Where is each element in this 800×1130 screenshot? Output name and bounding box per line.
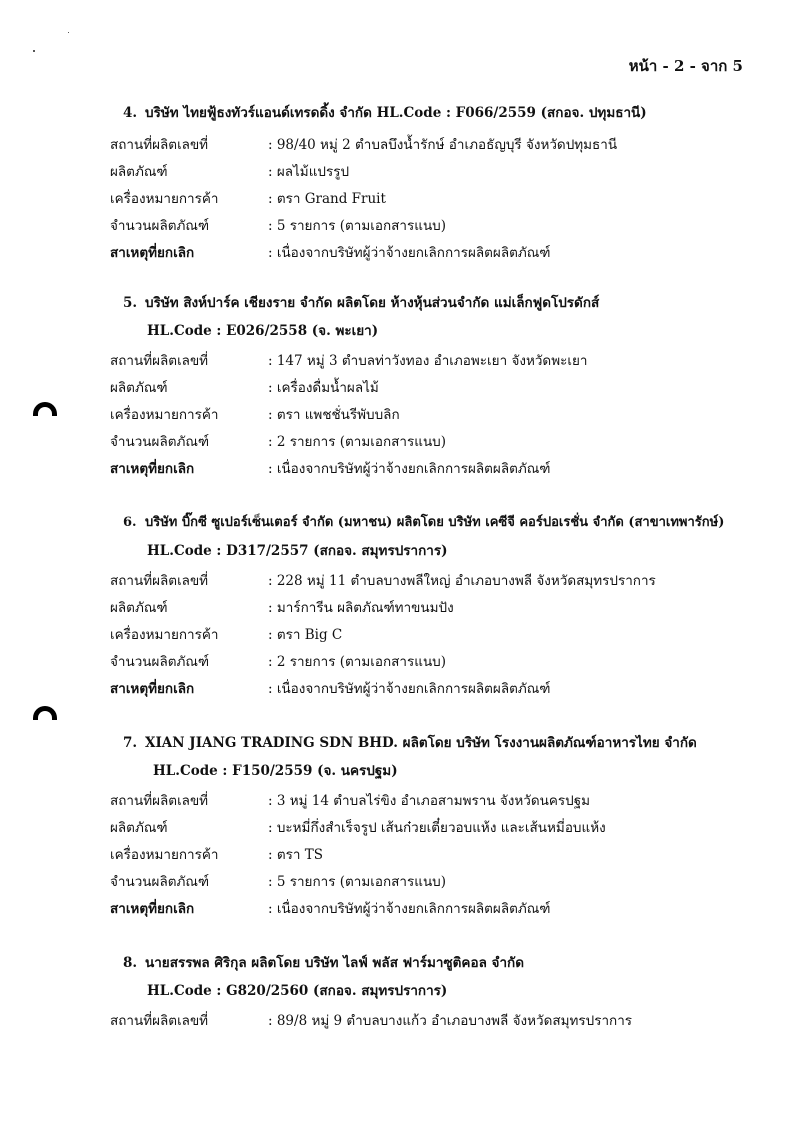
entry-number: 6.: [123, 515, 137, 530]
hl-code: HL.Code : F150/2559 (จ. นครปฐม): [153, 763, 398, 779]
entry-title: XIAN JIANG TRADING SDN BHD. ผลิตโดย บริษัท โรงงานผลิตภัณฑ์อาหารไทย จำกัด: [145, 735, 697, 751]
entry-8: [110, 953, 760, 1034]
value-count: : 5 รายการ (ตามเอกสารแนบ): [268, 873, 447, 890]
entry-6: [110, 513, 760, 702]
row-product: [110, 374, 760, 401]
value-reason: : เนื่องจากบริษัทผู้ว่าจ้างยกเลิกการผลิตผลิตภัณฑ์: [268, 460, 551, 477]
value-product: : เครื่องดื่มน้ำผลไม้: [268, 379, 379, 396]
row-trademark: [110, 841, 760, 868]
label-location: สถานที่ผลิตเลขที่: [110, 136, 209, 153]
page-number: หน้า - 2 - จาก 5: [628, 57, 743, 75]
label-count: จำนวนผลิตภัณฑ์: [110, 653, 210, 670]
value-location: : 3 หมู่ 14 ตำบลไร่ขิง อำเภอสามพราน จังหวัดนครปฐม: [268, 792, 591, 809]
value-trademark: : ตรา แพชชั่นรีพับบลิก: [268, 406, 400, 423]
entry-title: บริษัท บิ๊กซี ซูเปอร์เซ็นเตอร์ จำกัด (มหาชน) ผลิตโดย บริษัท เคซีจี คอร์ปอเรชั่น จำกัด (สาขาเทพารักษ์): [145, 515, 725, 530]
label-count: จำนวนผลิตภัณฑ์: [110, 433, 210, 450]
label-location: สถานที่ผลิตเลขที่: [110, 1012, 209, 1029]
value-reason: : เนื่องจากบริษัทผู้ว่าจ้างยกเลิกการผลิตผลิตภัณฑ์: [268, 244, 551, 261]
value-location: : 228 หมู่ 11 ตำบลบางพลีใหญ่ อำเภอบางพลี จังหวัดสมุทรปราการ: [268, 572, 656, 589]
label-product: ผลิตภัณฑ์: [110, 163, 168, 180]
row-count: [110, 212, 760, 239]
punch-hole-mark: [33, 706, 57, 720]
row-trademark: [110, 185, 760, 212]
row-product: [110, 594, 760, 621]
value-trademark: : ตรา Grand Fruit: [268, 190, 386, 207]
value-count: : 2 รายการ (ตามเอกสารแนบ): [268, 653, 447, 670]
scan-speck: [68, 32, 69, 33]
entry-7: [110, 733, 760, 922]
value-count: : 5 รายการ (ตามเอกสารแนบ): [268, 217, 447, 234]
value-product: : ผลไม้แปรรูป: [268, 163, 350, 180]
entry-title: นายสรรพล ศิริกุล ผลิตโดย บริษัท ไลฟ์ พลัส ฟาร์มาซูติคอล จำกัด: [145, 955, 524, 971]
row-location: [110, 787, 760, 814]
label-product: ผลิตภัณฑ์: [110, 379, 168, 396]
value-product: : บะหมี่กึ่งสำเร็จรูป เส้นก๋วยเตี๋ยวอบแห้ง และเส้นหมี่อบแห้ง: [268, 819, 606, 836]
hl-code: HL.Code : E026/2558 (จ. พะเยา): [147, 323, 379, 339]
entry-heading: [110, 953, 760, 973]
value-location: : 89/8 หมู่ 9 ตำบลบางแก้ว อำเภอบางพลี จังหวัดสมุทรปราการ: [268, 1012, 633, 1029]
row-product: [110, 814, 760, 841]
label-trademark: เครื่องหมายการค้า: [110, 846, 219, 863]
row-location: [110, 131, 760, 158]
hl-code: HL.Code : D317/2557 (สกอจ. สมุทรปราการ): [147, 543, 448, 559]
entry-4: [110, 103, 760, 266]
label-location: สถานที่ผลิตเลขที่: [110, 572, 209, 589]
row-trademark: [110, 621, 760, 648]
value-reason: : เนื่องจากบริษัทผู้ว่าจ้างยกเลิกการผลิตผลิตภัณฑ์: [268, 680, 551, 697]
entry-5: [110, 293, 760, 482]
entry-heading: [110, 293, 760, 313]
entry-number: 7.: [123, 735, 138, 751]
row-count: [110, 868, 760, 895]
value-reason: : เนื่องจากบริษัทผู้ว่าจ้างยกเลิกการผลิตผลิตภัณฑ์: [268, 900, 551, 917]
value-location: : 147 หมู่ 3 ตำบลท่าวังทอง อำเภอพะเยา จังหวัดพะเยา: [268, 352, 588, 369]
value-trademark: : ตรา Big C: [268, 626, 343, 643]
label-reason: สาเหตุที่ยกเลิก: [110, 900, 195, 917]
label-count: จำนวนผลิตภัณฑ์: [110, 873, 210, 890]
row-trademark: [110, 401, 760, 428]
row-count: [110, 648, 760, 675]
row-product: [110, 158, 760, 185]
row-reason: [110, 239, 760, 266]
row-reason: [110, 895, 760, 922]
row-reason: [110, 675, 760, 702]
label-location: สถานที่ผลิตเลขที่: [110, 792, 209, 809]
label-product: ผลิตภัณฑ์: [110, 599, 168, 616]
value-location: : 98/40 หมู่ 2 ตำบลบึงน้ำรักษ์ อำเภอธัญบุรี จังหวัดปทุมธานี: [268, 136, 618, 153]
row-reason: [110, 455, 760, 482]
label-reason: สาเหตุที่ยกเลิก: [110, 244, 195, 261]
hl-code: HL.Code : G820/2560 (สกอจ. สมุทรปราการ): [147, 983, 448, 999]
label-count: จำนวนผลิตภัณฑ์: [110, 217, 210, 234]
label-trademark: เครื่องหมายการค้า: [110, 190, 219, 207]
scan-speck: [33, 50, 35, 52]
row-location: [110, 1007, 760, 1034]
entry-title: บริษัท สิงห์ปาร์ค เชียงราย จำกัด ผลิตโดย ห้างหุ้นส่วนจำกัด แม่เล็กฟูดโปรดักส์: [145, 295, 600, 311]
entry-number: 4.: [123, 105, 138, 121]
entry-number: 8.: [123, 955, 138, 971]
value-count: : 2 รายการ (ตามเอกสารแนบ): [268, 433, 447, 450]
punch-hole-mark: [33, 402, 57, 416]
label-reason: สาเหตุที่ยกเลิก: [110, 460, 195, 477]
row-location: [110, 567, 760, 594]
entry-title: บริษัท ไทยฟู้ธงทัวร์แอนด์เทรดดิ้ง จำกัด HL.Code : F066/2559 (สกอจ. ปทุมธานี): [145, 105, 647, 121]
label-reason: สาเหตุที่ยกเลิก: [110, 680, 195, 697]
row-location: [110, 347, 760, 374]
label-trademark: เครื่องหมายการค้า: [110, 626, 219, 643]
entry-number: 5.: [123, 295, 138, 311]
value-trademark: : ตรา TS: [268, 846, 323, 863]
row-count: [110, 428, 760, 455]
entry-heading: [0, 103, 760, 123]
value-product: : มาร์การีน ผลิตภัณฑ์ทาขนมปัง: [268, 599, 454, 616]
entry-heading: [110, 513, 760, 533]
label-trademark: เครื่องหมายการค้า: [110, 406, 219, 423]
label-product: ผลิตภัณฑ์: [110, 819, 168, 836]
entry-heading: [110, 733, 760, 753]
label-location: สถานที่ผลิตเลขที่: [110, 352, 209, 369]
